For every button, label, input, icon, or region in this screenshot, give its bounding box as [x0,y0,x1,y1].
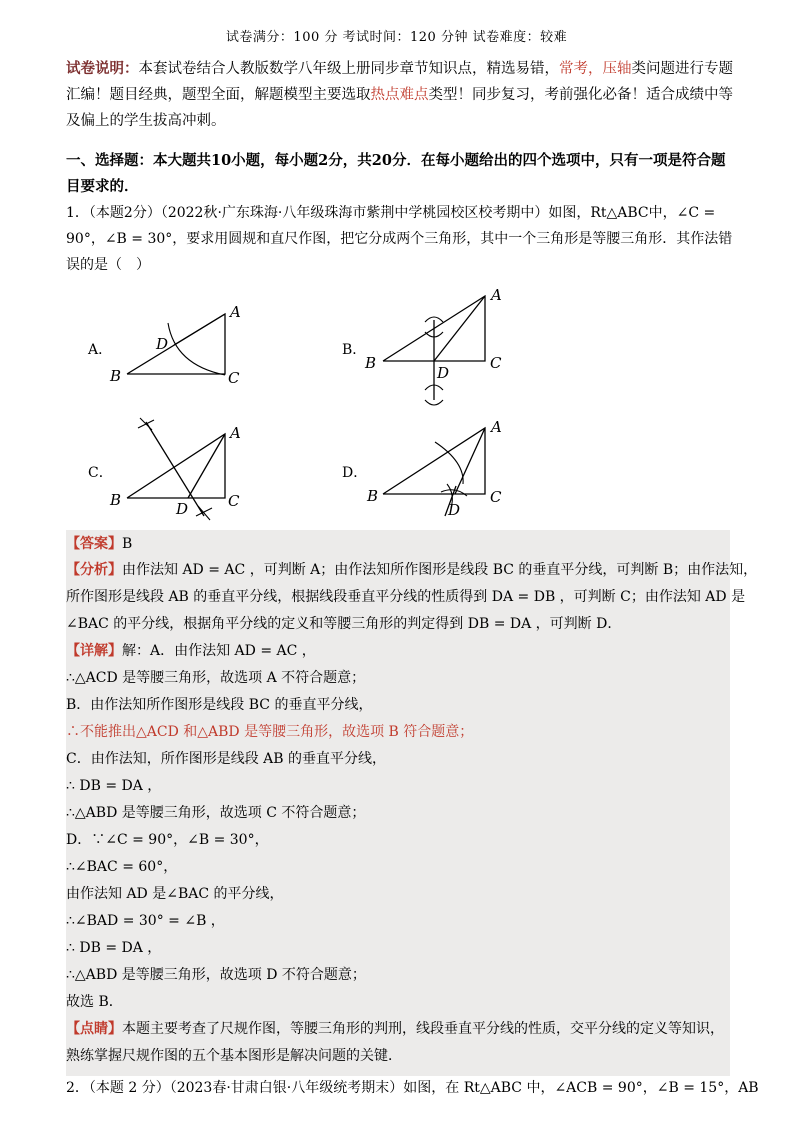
figure-option-c [100,412,260,527]
fig-c-label-b: B [110,491,122,509]
detail-line-5: C．由作法知，所作图形是线段 AB 的垂直平分线， [66,751,387,767]
fig-b-label-b: B [365,354,377,372]
detail-line-6: ∴ DB = DA ， [66,778,162,794]
fig-d-label-c: C [490,488,502,506]
detail-line-2: ∴△ACD 是等腰三角形，故选项 A 不符合题意； [66,670,366,686]
analysis-line-3: ∠BAC 的平分线，根据角平分线的定义和等腰三角形的判定得到 DB = DA ，可判断 D． [66,616,622,632]
detail-line-11: ∴∠BAD = 30° = ∠B ， [66,913,225,929]
comment-line-2: 熟练掌握尺规作图的五个基本图形是解决问题的关键． [66,1048,402,1064]
exam-header: 试卷满分：100 分 考试时间：120 分钟 试卷难度：较难 [225,30,568,45]
exam-description [66,56,736,134]
detail-line-7: ∴△ABD 是等腰三角形，故选项 C 不符合题意； [66,805,366,821]
question-2-text: 2．（本题 2 分）（2023春·甘肃白银·八年级统考期末）如图，在 Rt△ABC 中，∠ACB = 90°，∠B = 15°，AB [66,1080,759,1096]
comment-line-1: 【点睛】本题主要考查了尺规作图，等腰三角形的判刑，线段垂直平分线的性质，交平分线的定义等知识， [66,1021,724,1037]
detail-line-12: ∴ DB = DA ， [66,940,162,956]
fig-a-label-d: D [156,335,169,353]
fig-c-label-c: C [228,492,240,510]
detail-line-4: ∴不能推出△ACD 和△ABD 是等腰三角形，故选项 B 符合题意； [66,724,474,740]
fig-a-label-a: A [230,303,241,321]
option-c-label: C． [88,465,113,481]
answer-line: 【答案】B [66,536,133,552]
fig-d-label-d: D [448,501,461,519]
detail-line-13: ∴△ABD 是等腰三角形，故选项 D 不符合题意； [66,967,366,983]
section-heading: 一、选择题：本大题共10小题，每小题2分，共20分．在每小题给出的四个选项中，只有一项是符合题目要求的． [66,152,726,195]
figure-option-b [355,282,525,412]
figure-option-d [355,412,525,527]
analysis-line-1: 【分析】由作法知 AD = AC ，可判断 A；由作法知所作图形是线段 BC 的垂直平分线，可判断 B；由作法知， [66,562,758,578]
fig-d-label-a: A [491,418,502,436]
description-highlight-1: 常考，压轴 [559,61,632,77]
description-text-2: 类问题进行专题汇编！题目经典，题型全面，解题模型主要选取 [66,61,733,103]
detail-line-9: ∴∠BAC = 60°， [66,859,178,875]
detail-line-1: 【详解】解：A．由作法知 AD = AC ， [66,643,316,659]
fig-b-label-a: A [491,286,502,304]
option-b-label: B． [342,342,367,358]
description-label: 试卷说明： [66,60,139,77]
detail-line-14: 故选 B． [66,994,123,1010]
fig-b-label-c: C [490,354,502,372]
option-d-label: D． [342,465,368,481]
fig-b-label-d: D [437,364,450,382]
question-1-text: 1．（本题2分）（2022秋·广东珠海·八年级珠海市紫荆中学桃园校区校考期中）如图，Rt△ABC中，∠C = 90°，∠B = 30°，要求用圆规和直尺作图，把它分成两个三角形，其中一个三角形是等腰三角形．其作法错误的是（ ） [66,205,733,273]
detail-line-3: B．由作法知所作图形是线段 BC 的垂直平分线， [66,697,373,713]
analysis-line-2: 所作图形是线段 AB 的垂直平分线，根据线段垂直平分线的性质得到 DA = DB ，可判断 C；由作法知 AD 是 [66,589,746,605]
fig-d-label-b: B [367,487,379,505]
detail-line-8: D．∵∠C = 90°，∠B = 30°， [66,832,269,848]
fig-c-label-a: A [230,424,241,442]
detail-line-10: 由作法知 AD 是∠BAC 的平分线， [66,886,284,902]
fig-c-label-d: D [176,500,189,518]
description-highlight-2: 热点难点 [370,87,429,103]
description-text-1: 本套试卷结合人教版数学八年级上册同步章节知识点，精选易错， [138,61,559,77]
description-text-3: 类型！同步复习，考前强化必备！适合成绩中等及偏上的学生拔高冲刺。 [66,87,733,129]
option-a-label: A． [88,342,113,358]
fig-a-label-b: B [110,367,122,385]
fig-a-label-c: C [228,369,240,387]
figure-option-a [100,295,260,395]
